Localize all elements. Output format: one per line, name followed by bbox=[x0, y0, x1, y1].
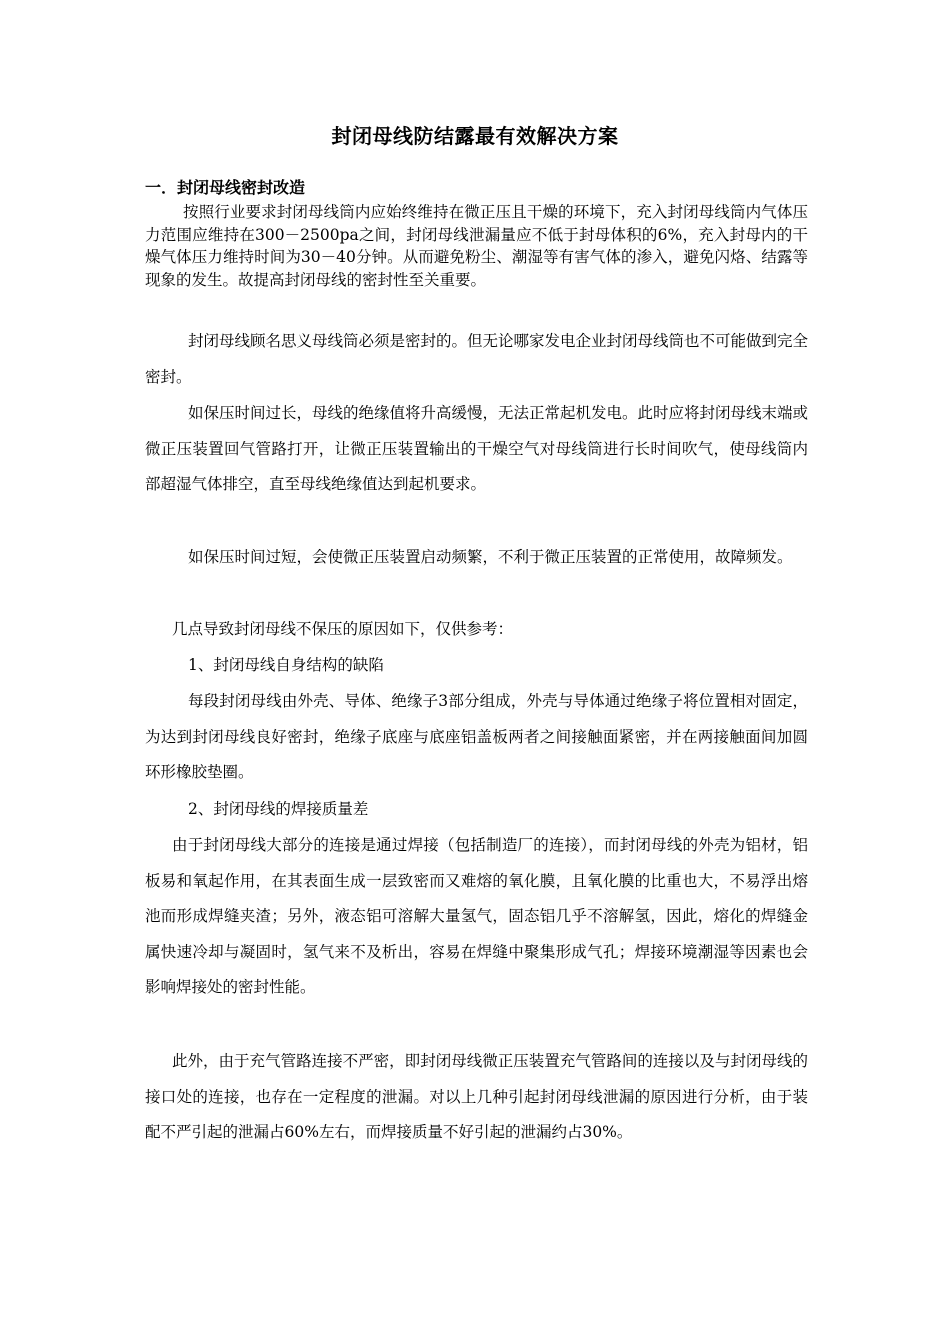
paragraph-requirements: 按照行业要求封闭母线筒内应始终维持在微正压且干燥的环境下，充入封闭母线筒内气体压力范围应维持在300－2500pa之间，封闭母线泄漏量应不低于封母体积的6%，充入封母内的干燥气体压力维持时间为30－40分钟。从而避免粉尘、潮湿等有害气体的渗入，避免闪烙、结露等现象的发生。故提高封闭母线的密封性至关重要。 bbox=[145, 203, 808, 289]
paragraph-welding: 由于封闭母线大部分的连接是通过焊接（包括制造厂的连接），而封闭母线的外壳为铝材，铝板易和氧起作用，在其表面生成一层致密而又难熔的氧化膜，且氧化膜的比重也大，不易浮出熔池而形成焊缝夹渣；另外，液态铝可溶解大量氢气，固态铝几乎不溶解氢，因此，熔化的焊缝金属快速冷却与凝固时，氢气来不及析出，容易在焊缝中聚集形成气孔；焊接环境潮湿等因素也会影响焊接处的密封性能。 bbox=[145, 836, 808, 996]
document-title: 封闭母线防结露最有效解决方案 bbox=[331, 124, 619, 148]
paragraph-long-hold: 如保压时间过长，母线的绝缘值将升高缓慢，无法正常起机发电。此时应将封闭母线末端或微正压装置回气管路打开，让微正压装置输出的干燥空气对母线筒进行长时间吹气，使母线筒内部超湿气体排空，直至母线绝缘值达到起机要求。 bbox=[145, 404, 809, 493]
section-heading: 一．封闭母线密封改造 bbox=[145, 178, 306, 197]
paragraph-structure: 每段封闭母线由外壳、导体、绝缘子3部分组成，外壳与导体通过绝缘子将位置相对固定，为达到封闭母线良好密封，绝缘子底座与底座铝盖板两者之间接触面紧密，并在两接触面间加圆环形橡胶垫圈。 bbox=[145, 692, 808, 781]
list-item-structure-defect: 1、封闭母线自身结构的缺陷 bbox=[188, 656, 384, 674]
paragraph-leak-analysis: 此外，由于充气管路连接不严密，即封闭母线微正压装置充气管路间的连接以及与封闭母线的接口处的连接，也存在一定程度的泄漏。对以上几种引起封闭母线泄漏的原因进行分析，由于装配不严引起的泄漏占60%左右，而焊接质量不好引起的泄漏约占30%。 bbox=[145, 1052, 808, 1141]
paragraph-short-hold: 如保压时间过短，会使微正压装置启动频繁，不利于微正压装置的正常使用，故障频发。 bbox=[188, 548, 793, 566]
paragraph-causes-intro: 几点导致封闭母线不保压的原因如下，仅供参考： bbox=[172, 620, 514, 638]
list-item-welding-quality: 2、封闭母线的焊接质量差 bbox=[188, 800, 369, 818]
paragraph-sealing: 封闭母线顾名思义母线筒必须是密封的。但无论哪家发电企业封闭母线筒也不可能做到完全密封。 bbox=[145, 332, 809, 386]
